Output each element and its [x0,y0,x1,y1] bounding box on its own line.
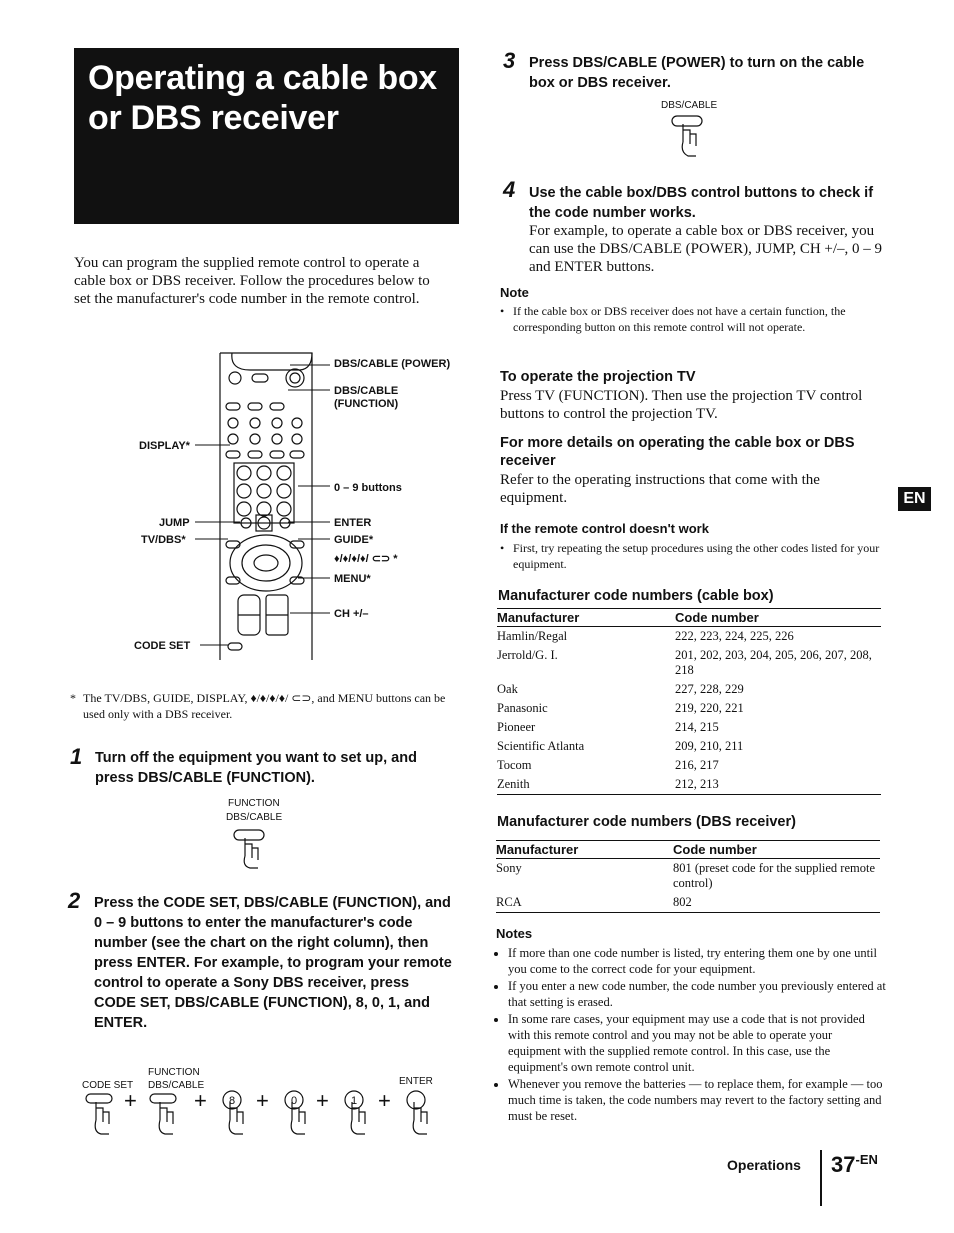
label-function: DBS/CABLE (FUNCTION) [334,385,399,410]
bullet: • [500,541,505,555]
step-1-caption-dbscable: DBS/CABLE [226,812,283,823]
label-codeset: CODE SET [134,640,191,652]
manufacturer-cell: Zenith [497,777,530,791]
projection-text: Press TV (FUNCTION). Then use the projection TV control buttons to control the projection TV. [500,388,863,422]
note-item: • In some rare cases, your equipment may use a code that is not provided with this remote control and you may not be able to operate your equipment with the supplied remote control. In this case, use the equipment's own remote control unit. [508,1011,888,1075]
step-1-number: 1 [70,744,83,769]
label-jump: JUMP [159,517,190,529]
intro-paragraph: You can program the supplied remote control to operate a cable box or DBS receiver. Follow the procedures below to set the manufacturer's code number in the remote control. [74,255,430,307]
step-4-text: Use the cable box/DBS control buttons to check if the code number works. [529,185,874,221]
table-row [497,756,881,775]
label-ch: CH +/– [334,608,369,620]
label-digits: 0 – 9 buttons [334,482,402,494]
manufacturer-cell: RCA [496,895,522,909]
code-number-cell: 216, 217 [675,758,719,772]
doesnt-work-heading: If the remote control doesn't work [500,521,709,536]
cable-code-table [497,608,881,795]
code-number-cell: 219, 220, 221 [675,701,744,715]
label-display: DISPLAY* [139,440,190,452]
projection-heading: To operate the projection TV [500,369,696,385]
note-heading: Note [500,285,529,300]
table-row [497,737,881,756]
page-number [831,1152,878,1178]
manufacturer-cell: Oak [497,682,518,696]
table-row [497,680,881,699]
step-1-caption-function: FUNCTION [228,798,280,809]
step-2-caption-enter: ENTER [399,1076,433,1087]
label-enter: ENTER [334,517,372,529]
notes-list [496,945,888,1125]
table-row [497,627,881,647]
code-number-cell: 212, 213 [675,777,719,791]
label-arrows: ♦/♦/♦/♦/ ⊂⊃ * [334,553,398,565]
note-body [500,303,880,335]
svg-text:+: + [194,1090,207,1113]
label-tvdbs: TV/DBS* [141,534,186,546]
note-text: If the cable box or DBS receiver does not have a certain function, the corresponding button on this remote control will not operate. [513,304,846,334]
step-3-text: Press DBS/CABLE (POWER) to turn on the cable box or DBS receiver. [529,55,865,91]
table-row [497,775,881,795]
column-header: Code number [673,842,757,857]
table-row [496,893,880,913]
code-number-cell: 209, 210, 211 [675,739,744,753]
table-row [497,699,881,718]
notes-heading: Notes [496,926,533,941]
doesnt-work-body [500,540,880,572]
footer-divider [820,1150,822,1206]
manufacturer-cell: Jerrold/G. I. [497,648,558,662]
title-block [74,48,459,224]
page-title: Operating a cable box or DBS receiver [88,59,437,137]
manufacturer-cell: Panasonic [497,701,548,715]
manufacturer-cell: Pioneer [497,720,536,734]
step-2-text: Press the CODE SET, DBS/CABLE (FUNCTION), and 0 – 9 buttons to enter the manufacturer's code number (see the chart on the right column), then press ENTER. For example, to program your remote control to operate a Sony DBS receiver, press CODE SET, DBS/CABLE (FUNCTION), 8, 0, 1, and ENTER. [94,895,452,1031]
label-power: DBS/CABLE (POWER) [334,358,451,370]
more-details-text: Refer to the operating instructions that come with the equipment. [500,472,820,506]
remote-diagram [130,345,460,670]
code-number-cell: 214, 215 [675,720,719,734]
more-details-heading: For more details on operating the cable box or DBS receiver [500,435,855,469]
footnote [70,690,450,722]
hand-press-icon [230,826,280,871]
svg-text:+: + [256,1090,269,1113]
key-digit-1: 1 [350,1095,358,1107]
manufacturer-cell: Scientific Atlanta [497,739,585,753]
footnote-text: The TV/DBS, GUIDE, DISPLAY, ♦/♦/♦/♦/ ⊂⊃, and MENU buttons can be used only with a DBS receiver. [83,691,446,721]
code-number-cell: 802 [673,895,692,909]
key-digit-8: 8 [228,1095,236,1107]
step-3-caption: DBS/CABLE [661,100,718,111]
key-digit-0: 0 [290,1095,298,1107]
step-2-caption-codeset: CODE SET [82,1080,134,1091]
page-number-value: 37 [831,1152,856,1177]
column-header: Code number [675,610,759,625]
code-number-cell: 227, 228, 229 [675,682,744,696]
code-number-cell: 801 (preset code for the supplied remote control) [673,861,876,890]
manufacturer-cell: Tocom [497,758,532,772]
column-header: Manufacturer [497,610,580,625]
label-menu: MENU* [334,573,371,585]
step-4-body: For example, to operate a cable box or DBS receiver, you can use the DBS/CABLE (POWER), JUMP, CH +/–, 0 – 9 and ENTER buttons. [529,223,883,275]
step-2-caption-dbscable: DBS/CABLE [148,1080,205,1091]
column-header: Manufacturer [496,842,579,857]
step-3-number: 3 [503,48,516,73]
svg-text:+: + [124,1090,137,1113]
step-2-number: 2 [68,888,81,913]
code-number-cell: 222, 223, 224, 225, 226 [675,629,794,643]
note-item: • If you enter a new code number, the code number you previously entered at that setting is erased. [508,978,888,1010]
note-item: • Whenever you remove the batteries — to replace them, for example — too much time is taken, the code numbers may revert to the factory setting and must be reset. [508,1076,888,1124]
hand-press-icon [668,112,718,162]
footnote-asterisk: * [70,691,76,705]
language-tab-label: EN [903,490,926,507]
table-row [497,718,881,737]
step-4-number: 4 [503,177,516,202]
footer-section: Operations [727,1157,801,1173]
dbs-code-table [496,840,880,913]
step-1-text: Turn off the equipment you want to set up, and press DBS/CABLE (FUNCTION). [95,750,417,786]
bullet: • [500,304,505,318]
key-sequence-illustration [84,1090,444,1150]
cable-table-heading: Manufacturer code numbers (cable box) [498,588,774,604]
code-number-cell: 201, 202, 203, 204, 205, 206, 207, 208, 218 [675,648,872,677]
note-item: • If more than one code number is listed, try entering them one by one until you come to the correct code for your equipment. [508,945,888,977]
doesnt-work-text: First, try repeating the setup procedures using the other codes listed for your equipment. [513,541,880,571]
manufacturer-cell: Hamlin/Regal [497,629,568,643]
manufacturer-cell: Sony [496,861,522,875]
language-tab [898,487,931,511]
dbs-table-heading: Manufacturer code numbers (DBS receiver) [497,814,796,830]
svg-text:+: + [316,1090,329,1113]
step-2-caption-function: FUNCTION [148,1067,200,1078]
table-row [496,859,880,894]
table-row [497,646,881,680]
page-number-suffix: -EN [855,1152,878,1167]
svg-text:+: + [378,1090,391,1113]
label-guide: GUIDE* [334,534,374,546]
